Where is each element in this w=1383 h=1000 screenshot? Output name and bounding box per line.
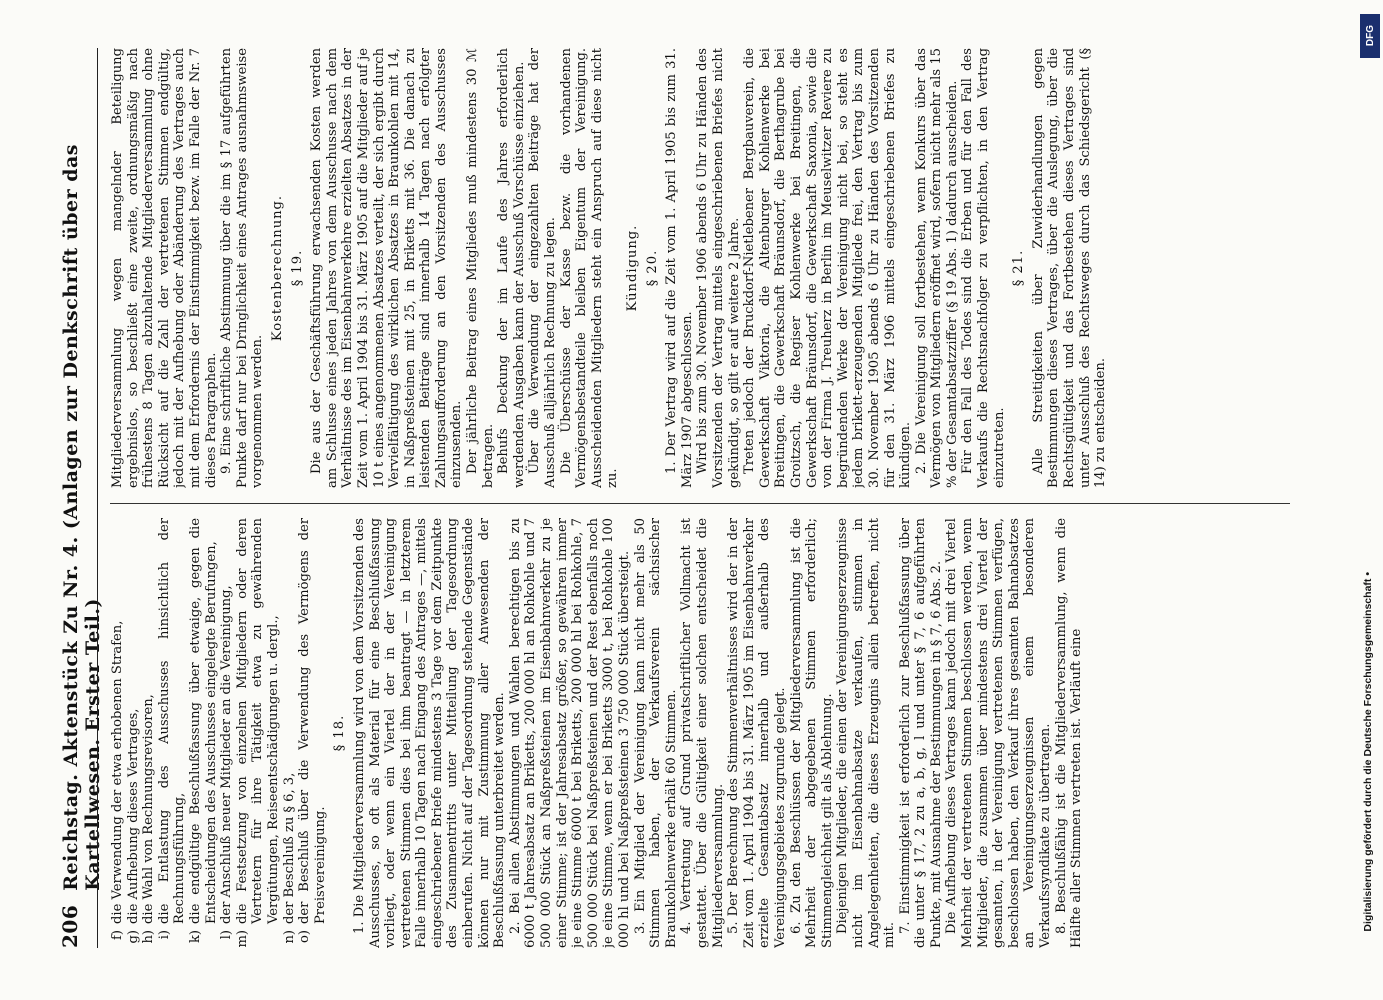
section-heading: Kostenberechnung. xyxy=(269,194,285,342)
paragraph: 6. Zu den Beschlüssen der Mitgliederversammlung ist die Mehrheit der abgegebenen Stimmen erforderlich; Stimmengleichheit gilt als Ablehnung. xyxy=(788,518,835,948)
list-item-label: l) xyxy=(219,930,235,940)
header-rule xyxy=(97,48,98,948)
list-item xyxy=(235,518,282,948)
paragraph: 7. Einstimmigkeit ist erforderlich zur Beschlußfassung über die unter § 17, 2 zu a, b, g, l und unter § 7, 6 aufgeführten Punkte, mit Ausnahme der Bestimmungen in § 7, 6 Abs. 2. xyxy=(897,518,944,948)
paragraph: Die aus der Geschäftsführung erwachsenden Kosten werden am Schlusse eines jeden Jahres von dem Ausschusse nach dem Verhältnisse des im Eisenbahnverkehre erzielten Absatzes in der Zeit vom 1. April 1904 bis 31. März 1905 auf die Mitglieder auf je 10 t eines angenommenen Absatzes verteilt, der sich ergibt durch Vervielfältigung des wirklichen Absatzes in Braunkohlen mit 14, in Naßpreßsteinen mit 25, in Briketts mit 36. Die danach zu leistenden Beiträge sind innerhalb 14 Tagen nach erfolgter Zahlungsaufforderung an den Vorsitzenden des Ausschusses einzusenden. xyxy=(309,48,465,488)
column-divider xyxy=(110,503,1290,504)
list-item xyxy=(188,518,219,948)
paragraph: Alle Streitigkeiten über Zuwiderhandlungen gegen Bestimmungen dieses Vertrages, über die Auslegung, über die Rechtsgültigkeit und das Fortbestehen dieses Vertrages sind unter Ausschluß des Rechtsweges durch das Schiedsgericht (§ 14) zu entscheiden. xyxy=(1030,48,1109,488)
section-heading: § 21. xyxy=(1011,249,1027,287)
paragraph: Für den Fall des Todes sind die Erben und für den Fall des Verkaufs die Rechtsnachfolger zu verpflichten, in den Vertrag einzutreten. xyxy=(960,48,1007,488)
section-heading: § 20. xyxy=(644,249,660,287)
list-item xyxy=(126,518,142,948)
left-column xyxy=(110,518,1290,948)
list-item-label: i) xyxy=(156,930,172,940)
list-item-text: der Anschluß neuer Mitglieder an die Vereinigung, xyxy=(219,585,235,924)
list-item-text: die endgültige Beschlußfassung über etwaige, gegen die Entscheidungen des Ausschusses eingelegte Berufungen, xyxy=(187,518,219,924)
page-number: 206 xyxy=(58,904,82,948)
list-item-text: der Beschluß über die Verwendung des Vermögens der Preisvereinigung. xyxy=(297,518,328,924)
section-heading: § 19. xyxy=(289,249,305,287)
paragraph: Die Überschüsse der Kasse bezw. die vorhandenen Vermögensbestandteile bleiben Eigentum der Vereinigung. Ausscheidenden Mitgliedern steht ein Anspruch auf diese nicht zu. xyxy=(558,48,621,488)
section-heading: § 18. xyxy=(332,714,348,752)
list-item xyxy=(219,518,235,948)
right-column xyxy=(110,48,1290,488)
paragraph: 1. Die Mitgliederversammlung wird von dem Vorsitzenden des Ausschusses, so oft als Material für eine Beschlußfassung vorliegt, oder wenn ein Viertel der in der Vereinigung vertretenen Stimmen dies bei ihm beantragt — in letzterem Falle innerhalb 10 Tagen nach Eingang des Antrages —, mittels eingeschriebener Briefe mindestens 3 Tage vor dem Zeitpunkte des Zusammentritts unter Mitteilung der Tagesordnung einberufen. Nicht auf der Tagesordnung stehende Gegenstände können nur mit Zustimmung aller Anwesenden der Beschlußfassung unterbreitet werden. xyxy=(351,518,508,948)
page-header xyxy=(58,48,104,948)
list-item-text: die Festsetzung von einzelnen Mitgliedern oder deren Vertretern für ihre Tätigkeit etwa zu gewährenden Vergütungen, Reiseentschädigungen u. dergl., xyxy=(234,518,281,924)
paragraph: 4. Vertretung auf Grund privatschriftlicher Vollmacht ist gestattet. Über die Gültigkeit einer solchen entscheidet die Mitgliederversammlung. xyxy=(679,518,726,948)
page-title: Reichstag. Aktenstück Zu Nr. 4. (Anlagen zur Denkschrift über das Kartellwesen. Erster Teil.) xyxy=(60,144,104,891)
paragraph: Diejenigen Mitglieder, die einen der Vereinigungserzeugnisse nicht im Eisenbahnabsatze verkaufen, stimmen in Angelegenheiten, die dieses Erzeugnis allein betreffen, nicht mit. xyxy=(835,518,898,948)
list-item xyxy=(282,518,298,948)
dfg-logo: DFG xyxy=(1360,14,1380,58)
section-heading: Kündigung. xyxy=(625,224,640,312)
paragraph: Mitgliederversammlung wegen mangelnder Beteiligung ergebnislos, so beschließt eine zweite, ordnungsmäßig nach frühestens 8 Tagen abzuhaltende Mitgliederversammlung ohne Rücksicht auf die Zahl der vertretenen Stimmen endgültig, jedoch mit der Aufhebung oder Abänderung des Vertrages auch mit dem Erfordernis der Einstimmigkeit bezw. im Falle der Nr. 7 dieses Paragraphen. xyxy=(110,48,219,488)
paragraph: 9. Eine schriftliche Abstimmung über die im § 17 aufgeführten Punkte darf nur bei Dringlichkeit eines Antrages ausnahmsweise vorgenommen werden. xyxy=(219,48,266,488)
digitization-note: Digitalisierung gefördert durch die Deutsche Forschungsgemeinschaft • xyxy=(1362,572,1374,932)
paragraph: Der jährliche Beitrag eines Mitgliedes muß mindestens 30 ℳ betragen. xyxy=(465,48,496,488)
list-item-label: k) xyxy=(187,930,203,944)
paragraph: Treten jedoch der Bruckdorf-Nietlebener Bergbauverein, die Gewerkschaft Viktoria, die Altenburger Kohlenwerke bei Breitingen, die Gewerkschaft Bräunsdorf, die Berthagrube bei Groitzsch, die Regiser Kohlenwerke bei Breitingen, die Gewerkschaft Bräunsdorf, die Gewerkschaft Saxonia, sowie die von der Firma J. Treuherz in Berlin im Meuselwitzer Reviere zu begründenden Werke der Vereinigung nicht bei, so steht es jedem brikett-erzeugenden Mitgliede frei, den Vertrag bis zum 30. November 1905 abends 6 Uhr zu Händen des Vorsitzenden für den 31. März 1906 mittels eingeschriebenen Briefes zu kündigen. xyxy=(742,48,914,488)
list-item-label: n) xyxy=(281,930,297,944)
list-item-text: die Verwendung der etwa erhobenen Strafen, xyxy=(110,620,125,924)
list-item-label: f) xyxy=(110,930,125,940)
list-item xyxy=(157,518,188,948)
list-item-label: o) xyxy=(297,930,313,943)
list-item xyxy=(110,518,126,948)
paragraph: Über die Verwendung der eingezahlten Beiträge hat der Ausschuß alljährlich Rechnung zu legen. xyxy=(527,48,559,488)
list-item-text: die Wahl von Rechnungsrevisoren, xyxy=(141,694,157,924)
list-item-text: die Aufhebung dieses Vertrages, xyxy=(125,708,141,924)
list-item xyxy=(297,518,328,948)
paragraph: Die Aufhebung dieses Vertrages kann jedoch mit drei Viertel Mehrheit der vertretenen Stimmen beschlossen werden, wenn Mitglieder, die zusammen über mindestens drei Viertel der gesamten, in der Vereinigung vertretenen Stimmen verfügen, beschlossen haben, den Verkauf ihres gesamten Bahnabsatzes an Vereinigungserzeugnissen einem besonderen Verkaufssyndikate zu übertragen. xyxy=(944,518,1054,948)
paragraph: 1. Der Vertrag wird auf die Zeit vom 1. April 1905 bis zum 31. März 1907 abgeschlossen. xyxy=(664,48,695,488)
paragraph: 2. Bei allen Abstimmungen und Wahlen berechtigen bis zu 6000 t Jahresabsatz an Briketts, 200 000 hl an Rohkohle und 7 500 000 Stück an Naßpreßsteinen im Eisenbahnverkehr zu je einer Stimme; ist der Jahresabsatz größer, so gewähren immer je eine Stimme 6000 t bei Briketts, 200 000 hl bei Rohkohle, 7 500 000 Stück bei Naßpreßsteinen und der Rest ebenfalls noch je eine Stimme, wenn er bei Briketts 3000 t, bei Rohkohle 100 000 hl und bei Naßpreßsteinen 3 750 000 Stück übersteigt. xyxy=(507,518,632,948)
paragraph: 3. Ein Mitglied der Vereinigung kann nicht mehr als 50 Stimmen haben, der Verkaufsverein sächsischer Braunkohlenwerke erhält 60 Stimmen. xyxy=(632,518,679,948)
paragraph: Wird bis zum 30. November 1906 abends 6 Uhr zu Händen des Vorsitzenden der Vertrag mittels eingeschriebenen Briefes nicht gekündigt, so gilt er auf weitere 2 Jahre. xyxy=(695,48,742,488)
list-item-label: g) xyxy=(125,930,141,944)
paragraph: 2. Die Vereinigung soll fortbestehen, wenn Konkurs über das Vermögen von Mitgliedern eröffnet wird, sofern nicht mehr als 15 % der Gesamtabsatzziffer (§ 19 Abs. 1) dadurch ausscheiden. xyxy=(913,48,960,488)
paragraph: 8. Beschlußfähig ist die Mitgliederversammlung, wenn die Hälfte aller Stimmen vertreten ist. Verläuft eine xyxy=(1053,518,1085,948)
paragraph: Behufs Deckung der im Laufe des Jahres erforderlich werdenden Ausgaben kann der Ausschuß Vorschüsse einziehen. xyxy=(496,48,527,488)
list-item xyxy=(141,518,157,948)
list-item-label: h) xyxy=(141,930,157,944)
digitization-stamp xyxy=(1360,8,1380,992)
list-item-label: m) xyxy=(234,930,250,948)
list-item-text: die Entlastung des Ausschusses hinsichtlich der Rechnungsführung, xyxy=(156,518,188,924)
paragraph: 5. Der Berechnung des Stimmenverhältnisses wird der in der Zeit vom 1. April 1904 bis 31. März 1905 im Eisenbahnverkehr erzielte Gesamtabsatz innerhalb und außerhalb des Vereinigungsgebietes zugrunde gelegt. xyxy=(726,518,788,948)
list-item-text: der Beschluß zu § 6, 3, xyxy=(281,772,297,924)
